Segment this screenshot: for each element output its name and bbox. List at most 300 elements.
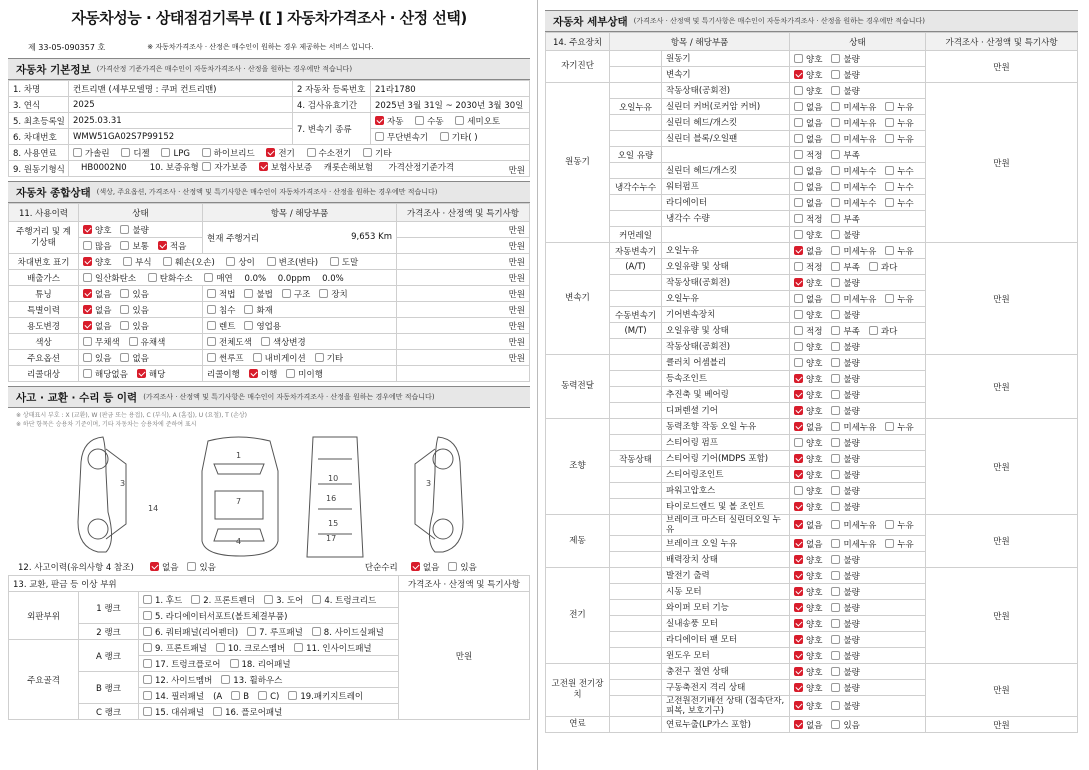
checkbox-icon[interactable] [83,353,92,362]
status-cell [790,403,926,419]
sub-group-label: (A/T) [610,259,662,275]
status-option: 적정 [806,214,823,225]
checkbox-icon[interactable] [831,454,840,463]
special-state [79,302,203,318]
checkbox-icon[interactable] [267,257,276,266]
checkbox-icon[interactable] [312,627,321,636]
checkbox-icon[interactable] [143,659,152,668]
checkbox-icon[interactable] [831,150,840,159]
checkbox-checked-icon[interactable] [794,683,803,692]
sub-group-label [610,584,662,600]
trans-semi: 세미오토 [467,116,501,127]
part-label: 클러치 어셈블리 [662,355,790,371]
checkbox-checked-icon[interactable] [83,257,92,266]
checkbox-icon[interactable] [831,635,840,644]
checkbox-icon[interactable] [794,342,803,351]
checkbox-icon[interactable] [120,241,129,250]
rankC-label: C 랭크 [79,704,139,720]
status-option: 양호 [806,603,823,614]
part-door: 3. 도어 [276,595,304,606]
status-cell [790,616,926,632]
trans-auto: 자동 [387,116,404,127]
checkbox-checked-icon[interactable] [794,470,803,479]
detail-table [545,32,1078,733]
reg-no: 21라1780 [371,81,530,97]
status-option: 양호 [806,486,823,497]
checkbox-icon[interactable] [794,294,803,303]
checkbox-icon[interactable] [831,70,840,79]
checkbox-icon[interactable] [73,148,82,157]
status-option: 불량 [843,555,860,566]
checkbox-checked-icon[interactable] [158,241,167,250]
checkbox-icon[interactable] [261,337,270,346]
checkbox-icon[interactable] [885,422,894,431]
checkbox-icon[interactable] [282,289,291,298]
checkbox-icon[interactable] [885,134,894,143]
checkbox-icon[interactable] [831,539,840,548]
sub-group-label: 냉각수누수 [610,179,662,195]
checkbox-icon[interactable] [794,438,803,447]
checkbox-icon[interactable] [831,358,840,367]
checkbox-icon[interactable] [831,683,840,692]
checkbox-icon[interactable] [794,262,803,271]
price-unit: 만원 [397,238,530,254]
status-option: 없음 [806,539,823,550]
status-option: 누유 [897,539,914,550]
exchange-price-unit: 만원 [399,592,530,720]
basic-info-table [8,80,530,177]
checkbox-icon[interactable] [187,562,196,571]
status-option: 없음 [806,521,823,531]
fuel-diesel: 디젤 [133,148,150,159]
checkbox-icon[interactable] [831,502,840,511]
rank1-items-1 [139,592,399,608]
checkbox-icon[interactable] [143,611,152,620]
checkbox-icon[interactable] [143,643,152,652]
checkbox-icon[interactable] [831,214,840,223]
accident-history-row [8,559,530,575]
checkbox-icon[interactable] [163,257,172,266]
detail-row [546,83,1078,99]
status-option: 양호 [806,651,823,662]
col-item: 항목 / 해당부품 [203,204,397,222]
checkbox-icon[interactable] [831,651,840,660]
part-label: 추진축 및 베어링 [662,387,790,403]
vin-mark-options [79,254,397,270]
checkbox-checked-icon[interactable] [794,246,803,255]
status-cell [790,387,926,403]
checkbox-icon[interactable] [148,273,157,282]
detail-row [546,568,1078,584]
checkbox-icon[interactable] [207,305,216,314]
status-cell [790,259,926,275]
status-option: 미세누유 [843,102,877,113]
status-cell [790,243,926,259]
tuning-none: 없음 [95,289,112,300]
rankA-items-2 [139,656,399,672]
checkbox-icon[interactable] [885,182,894,191]
checkbox-icon[interactable] [312,595,321,604]
checkbox-icon[interactable] [83,241,92,250]
checkbox-icon[interactable] [455,116,464,125]
status-option: 불량 [843,310,860,321]
checkbox-checked-icon[interactable] [137,369,146,378]
right-page [545,0,1078,770]
motor-row [69,161,530,177]
checkbox-icon[interactable] [143,675,152,684]
part-label [662,227,790,243]
checkbox-icon[interactable] [191,595,200,604]
checkbox-icon[interactable] [885,294,894,303]
mileage-state-2 [79,238,203,254]
checkbox-checked-icon[interactable] [794,454,803,463]
checkbox-checked-icon[interactable] [794,422,803,431]
checkbox-icon[interactable] [794,150,803,159]
status-cell [790,115,926,131]
checkbox-icon[interactable] [375,132,384,141]
checkbox-icon[interactable] [831,422,840,431]
pillar-c: C [270,691,277,702]
checkbox-icon[interactable] [831,198,840,207]
checkbox-checked-icon[interactable] [794,701,803,710]
price-unit: 만원 [397,254,530,270]
part-label: 실린더 블록/오일팬 [662,131,790,147]
checkbox-icon[interactable] [869,326,878,335]
checkbox-icon[interactable] [319,289,328,298]
checkbox-checked-icon[interactable] [83,289,92,298]
part-label: 충전구 절연 상태 [662,664,790,680]
status-option: 없음 [806,102,823,113]
warranty-label: 10. 보증유형 [149,163,199,173]
status-option: 불량 [843,635,860,646]
status-option: 불량 [843,486,860,497]
checkbox-icon[interactable] [831,118,840,127]
rankB-items-2: 14. 필러패널 (A B C) 19.패키지트레이 [139,688,399,704]
checkbox-checked-icon[interactable] [794,667,803,676]
checkbox-icon[interactable] [440,132,449,141]
checkbox-icon[interactable] [244,305,253,314]
status-cell [790,179,926,195]
checkbox-icon[interactable] [207,289,216,298]
checkbox-icon[interactable] [161,148,170,157]
checkbox-icon[interactable] [244,321,253,330]
status-cell [790,419,926,435]
checkbox-checked-icon[interactable] [794,374,803,383]
checkbox-icon[interactable] [207,353,216,362]
checkbox-icon[interactable] [794,486,803,495]
checkbox-icon[interactable] [885,246,894,255]
col-device: 14. 주요장치 [546,33,610,51]
motor-type: HB0002N0 [81,163,127,173]
checkbox-icon[interactable] [794,310,803,319]
checkbox-icon[interactable] [831,470,840,479]
checkbox-checked-icon[interactable] [794,619,803,628]
pillar-a: A [216,691,223,702]
checkbox-icon[interactable] [83,337,92,346]
checkbox-checked-icon[interactable] [794,571,803,580]
checkbox-icon[interactable] [794,326,803,335]
checkbox-icon[interactable] [831,294,840,303]
part-label: 오일누유 [662,291,790,307]
emission-hc: 탄화수소 [159,273,193,284]
checkbox-icon[interactable] [831,701,840,710]
option-label: 주요옵션 [9,350,79,366]
checkbox-checked-icon[interactable] [794,720,803,729]
status-option: 있음 [843,720,860,731]
checkbox-icon[interactable] [83,273,92,282]
checkbox-icon[interactable] [120,289,129,298]
repair-none: 없음 [422,563,440,573]
status-option: 불량 [843,406,860,417]
trans-options-2 [371,129,530,145]
checkbox-icon[interactable] [143,595,152,604]
checkbox-icon[interactable] [831,262,840,271]
checkbox-icon[interactable] [831,310,840,319]
part-label: 와이퍼 모터 기능 [662,600,790,616]
checkbox-icon[interactable] [244,289,253,298]
checkbox-checked-icon[interactable] [150,562,159,571]
status-cell [790,99,926,115]
checkbox-icon[interactable] [869,262,878,271]
checkbox-checked-icon[interactable] [375,116,384,125]
checkbox-checked-icon[interactable] [794,502,803,511]
status-cell [790,552,926,568]
tuning-items [203,286,397,302]
checkbox-checked-icon[interactable] [794,70,803,79]
checkbox-icon[interactable] [794,118,803,127]
checkbox-checked-icon[interactable] [794,539,803,548]
part-label: 작동상태(공회전) [662,83,790,99]
checkbox-checked-icon[interactable] [794,635,803,644]
status-cell [790,147,926,163]
checkbox-icon[interactable] [253,353,262,362]
status-option: 누수 [897,182,914,193]
price-unit: 만원 [397,286,530,302]
status-cell [790,499,926,515]
checkbox-icon[interactable] [885,102,894,111]
checkbox-icon[interactable] [831,326,840,335]
device-group-label: 조향 [546,419,610,515]
detail-price-unit: 만원 [926,83,1078,243]
checkbox-icon[interactable] [129,337,138,346]
checkbox-icon[interactable] [831,406,840,415]
checkbox-icon[interactable] [831,720,840,729]
checkbox-icon[interactable] [794,102,803,111]
checkbox-icon[interactable] [143,627,152,636]
part-cross-member: 10. 크로스멤버 [227,643,286,654]
pillar-b: B [243,691,250,702]
checkbox-icon[interactable] [885,539,894,548]
checkbox-icon[interactable] [202,148,211,157]
tuning-device: 장치 [331,289,348,300]
checkbox-icon[interactable] [294,643,303,652]
checkbox-icon[interactable] [264,595,273,604]
part-label: 오일유량 및 상태 [662,259,790,275]
checkbox-icon[interactable] [885,520,894,529]
checkbox-icon[interactable] [831,54,840,63]
detail-price-unit: 만원 [926,419,1078,515]
part-label: 라디에이터 [662,195,790,211]
status-cell [790,371,926,387]
exchange-table [8,575,530,720]
checkbox-checked-icon[interactable] [266,148,275,157]
checkbox-icon[interactable] [831,587,840,596]
option-nav: 내비게이션 [264,353,306,364]
checkbox-checked-icon[interactable] [794,390,803,399]
vin-altered: 변조(변타) [278,257,319,268]
checkbox-icon[interactable] [831,374,840,383]
checkbox-checked-icon[interactable] [83,321,92,330]
checkbox-icon[interactable] [286,369,295,378]
checkbox-checked-icon[interactable] [411,562,420,571]
checkbox-checked-icon[interactable] [794,603,803,612]
checkbox-icon[interactable] [794,134,803,143]
checkbox-icon[interactable] [831,182,840,191]
checkbox-icon[interactable] [831,619,840,628]
checkbox-icon[interactable] [794,86,803,95]
vin: WMW51GA02S7P99152 [69,129,293,145]
checkbox-icon[interactable] [831,342,840,351]
checkbox-checked-icon[interactable] [83,225,92,234]
checkbox-icon[interactable] [831,86,840,95]
checkbox-icon[interactable] [363,148,372,157]
sub-group-label [610,419,662,435]
checkbox-icon[interactable] [202,162,211,171]
checkbox-icon[interactable] [885,198,894,207]
checkbox-checked-icon[interactable] [249,369,258,378]
checkbox-icon[interactable] [794,166,803,175]
checkbox-icon[interactable] [831,520,840,529]
checkbox-icon[interactable] [221,675,230,684]
checkbox-icon[interactable] [143,691,152,700]
checkbox-icon[interactable] [831,571,840,580]
basic-info-title: 자동차 기본정보 [16,63,91,76]
detail-row [546,717,1078,733]
status-option: 불량 [843,342,860,353]
checkbox-icon[interactable] [207,337,216,346]
emission-label: 배출가스 [9,270,79,286]
checkbox-icon[interactable] [831,246,840,255]
current-mileage-cell [203,222,397,254]
checkbox-checked-icon[interactable] [794,587,803,596]
checkbox-icon[interactable] [230,659,239,668]
checkbox-icon[interactable] [885,166,894,175]
checkbox-icon[interactable] [204,273,213,282]
exchange-price-head: 가격조사 · 산정액 및 특기사항 [399,576,530,592]
trans-options-1 [371,113,530,129]
checkbox-icon[interactable] [123,257,132,266]
checkbox-icon[interactable] [831,486,840,495]
checkbox-icon[interactable] [448,562,457,571]
checkbox-icon[interactable] [213,707,222,716]
checkbox-icon[interactable] [885,118,894,127]
emission-hc-value: 0.0ppm [277,273,311,284]
checkbox-checked-icon[interactable] [794,278,803,287]
rank2-label: 2 랭크 [79,624,139,640]
checkbox-icon[interactable] [258,691,267,700]
sub-group-label [610,552,662,568]
checkbox-icon[interactable] [120,225,129,234]
checkbox-icon[interactable] [415,116,424,125]
checkbox-icon[interactable] [231,691,240,700]
checkbox-checked-icon[interactable] [794,520,803,529]
status-option: 없음 [806,134,823,145]
checkbox-checked-icon[interactable] [794,651,803,660]
checkbox-icon[interactable] [315,353,324,362]
checkbox-icon[interactable] [207,321,216,330]
status-option: 양호 [806,470,823,481]
checkbox-icon[interactable] [216,643,225,652]
checkbox-icon[interactable] [120,305,129,314]
overall-header [8,181,530,203]
status-option: 불량 [843,54,860,65]
checkbox-icon[interactable] [831,230,840,239]
checkbox-icon[interactable] [794,182,803,191]
part-front-panel: 9. 프론트패널 [155,643,207,654]
checkbox-icon[interactable] [794,230,803,239]
checkbox-icon[interactable] [831,102,840,111]
checkbox-icon[interactable] [794,198,803,207]
checkbox-icon[interactable] [831,278,840,287]
checkbox-icon[interactable] [121,148,130,157]
status-option: 없음 [806,198,823,209]
left-page [8,0,530,770]
checkbox-checked-icon[interactable] [794,555,803,564]
price-unit: 만원 [397,334,530,350]
checkbox-icon[interactable] [307,148,316,157]
sub-group-label [610,115,662,131]
checkbox-icon[interactable] [120,353,129,362]
checkbox-icon[interactable] [794,358,803,367]
rankB-label: B 랭크 [79,672,139,704]
checkbox-icon[interactable] [794,214,803,223]
checkbox-icon[interactable] [831,667,840,676]
checkbox-checked-icon[interactable] [259,162,268,171]
checkbox-icon[interactable] [831,438,840,447]
checkbox-icon[interactable] [120,321,129,330]
status-option: 누유 [897,246,914,257]
checkbox-icon[interactable] [143,707,152,716]
checkbox-icon[interactable] [831,555,840,564]
status-option: 양호 [806,571,823,582]
status-option: 미세누유 [843,539,877,550]
checkbox-icon[interactable] [831,603,840,612]
checkbox-icon[interactable] [831,166,840,175]
part-label: 실내송풍 모터 [662,616,790,632]
checkbox-icon[interactable] [83,369,92,378]
checkbox-icon[interactable] [330,257,339,266]
status-option: 불량 [843,374,860,385]
checkbox-icon[interactable] [794,54,803,63]
checkbox-icon[interactable] [226,257,235,266]
part-rear-panel: 18. 리어패널 [241,659,291,670]
checkbox-icon[interactable] [831,134,840,143]
status-option: 불량 [843,571,860,582]
checkbox-icon[interactable] [288,691,297,700]
tuning-legal: 적법 [219,289,236,300]
checkbox-checked-icon[interactable] [794,406,803,415]
part-label [662,147,790,163]
part-label: 실린더 헤드/개스킷 [662,163,790,179]
part-number-3: 3 [120,479,126,488]
part-label: 라디에이터 팬 모터 [662,632,790,648]
checkbox-checked-icon[interactable] [83,305,92,314]
status-cell [790,211,926,227]
checkbox-icon[interactable] [247,627,256,636]
checkbox-icon[interactable] [831,390,840,399]
part-side-member: 12. 사이드멤버 [155,675,213,686]
part-label: 윈도우 모터 [662,648,790,664]
